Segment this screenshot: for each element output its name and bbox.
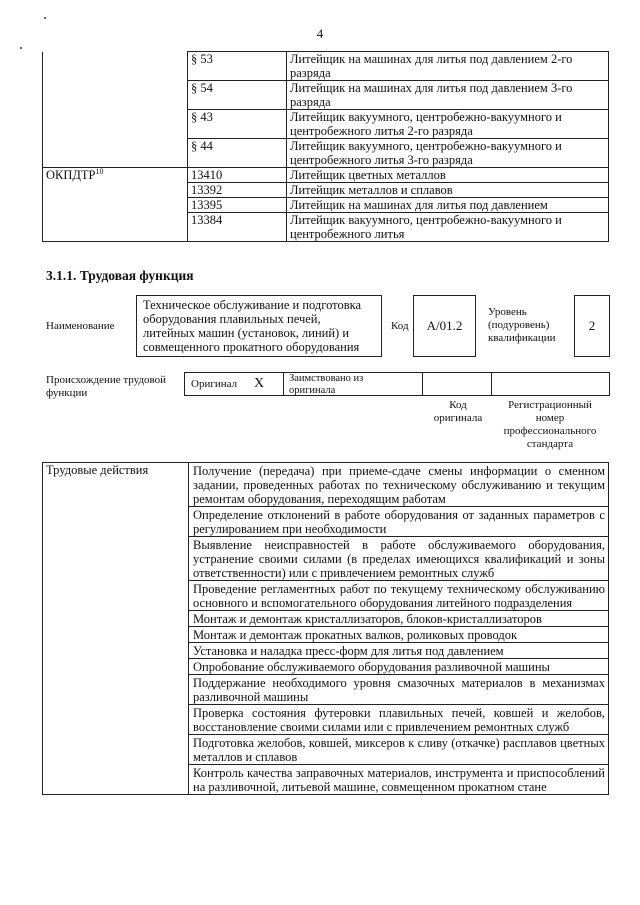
section-title: 3.1.1. Трудовая функция [46,268,194,283]
action-item: Проведение регламентных работ по текущему техническому обслуживанию основного и вспомогательного оборудования литейного подразделения [189,581,609,611]
original-code-cell [422,372,492,396]
code-cell: § 53 [188,52,287,81]
action-item: Монтаж и демонтаж прокатных валков, роликовых проводок [189,627,609,643]
scan-speck [44,17,46,19]
code-cell: 13410 [188,168,287,183]
function-code-box [413,295,476,357]
reg-number-caption: Регистрационный номер профессионального стандарта [503,399,597,450]
code-name-cell: Литейщик металлов и сплавов [287,183,609,198]
scan-speck [20,47,22,49]
action-item: Получение (передача) при приеме-сдаче смены информации о сменном задании, проведенных работах по техническому обслуживанию и текущим ремонтам оборудования, переходящим работам [189,463,609,507]
code-cell: 13395 [188,198,287,213]
original-label: Оригинал [191,378,238,390]
code-cell: 13384 [188,213,287,242]
action-item: Контроль качества заправочных материалов, инструмента и приспособлений на разливочной, литьевой машине, совмещенном прокатном стане [189,765,609,795]
footnote-ref: 10 [95,167,104,176]
code-cell: 13392 [188,183,287,198]
action-item: Опробование обслуживаемого оборудования разливочной машины [189,659,609,675]
table-row [43,168,609,183]
codes-group-cell [43,52,188,168]
level-box [574,295,610,357]
original-mark: X [254,376,265,391]
code-name-cell: Литейщик вакуумного, центробежно-вакуумного и центробежного литья 2-го разряда [287,110,609,139]
okpdtr-group-cell [43,168,188,242]
code-original-caption: Код оригинала [433,399,483,424]
name-label: Наименование [46,320,115,332]
code-name-cell: Литейщик на машинах для литья под давлением 3-го разряда [287,81,609,110]
code-name-cell: Литейщик на машинах для литья под давлением 2-го разряда [287,52,609,81]
function-code-value: A/01.2 [426,318,463,333]
code-name-cell: Литейщик вакуумного, центробежно-вакуумного и центробежного литья 3-го разряда [287,139,609,168]
origin-label: Происхождение трудовой функции [46,374,167,399]
action-item: Поддержание необходимого уровня смазочных материалов в механизмах разливочной машины [189,675,609,705]
action-item: Проверка состояния футеровки плавильных печей, ковшей и желобов, восстановление своими силами или с привлечением ремонтных служб [189,705,609,735]
action-item: Выявление неисправностей в работе обслуживаемого оборудования, устранение своими силами (в пределах имеющихся квалификаций и зоны ответственности) или с привлечением ремонтных служб [189,537,609,581]
code-cell: § 54 [188,81,287,110]
okpdtr-label: ОКПДТР [46,168,96,182]
original-cell [184,372,284,396]
level-value: 2 [588,318,596,333]
code-name-cell: Литейщик на машинах для литья под давлением [287,198,609,213]
code-name-cell: Литейщик цветных металлов [287,168,609,183]
level-label: Уровень (подуровень) квалификации [488,306,556,344]
reg-number-cell [491,372,610,396]
code-cell: § 43 [188,110,287,139]
table-row [43,52,609,81]
code-name-cell: Литейщик вакуумного, центробежно-вакуумного и центробежного литья [287,213,609,242]
borrowed-label: Заимствовано из оригинала [289,373,364,396]
table-row [43,463,609,507]
action-item: Подготовка желобов, ковшей, миксеров к сливу (откачке) расплавов цветных металлов и сплавов [189,735,609,765]
code-cell: § 44 [188,139,287,168]
actions-table [42,462,609,795]
action-item: Монтаж и демонтаж кристаллизаторов, блоков-кристаллизаторов [189,611,609,627]
action-item: Определение отклонений в работе оборудования от заданных параметров с регулированием при необходимости [189,507,609,537]
page-number: 4 [316,26,324,41]
codes-table [42,51,609,242]
action-item: Установка и наладка пресс-форм для литья под давлением [189,643,609,659]
function-name-box: Техническое обслуживание и подготовка оборудования плавильных печей, литейных машин (установок, линий) и совмещенного прокатного оборудования [136,295,382,357]
actions-label-cell: Трудовые действия [43,463,189,795]
code-label: Код [391,320,409,332]
borrowed-cell [283,372,423,396]
